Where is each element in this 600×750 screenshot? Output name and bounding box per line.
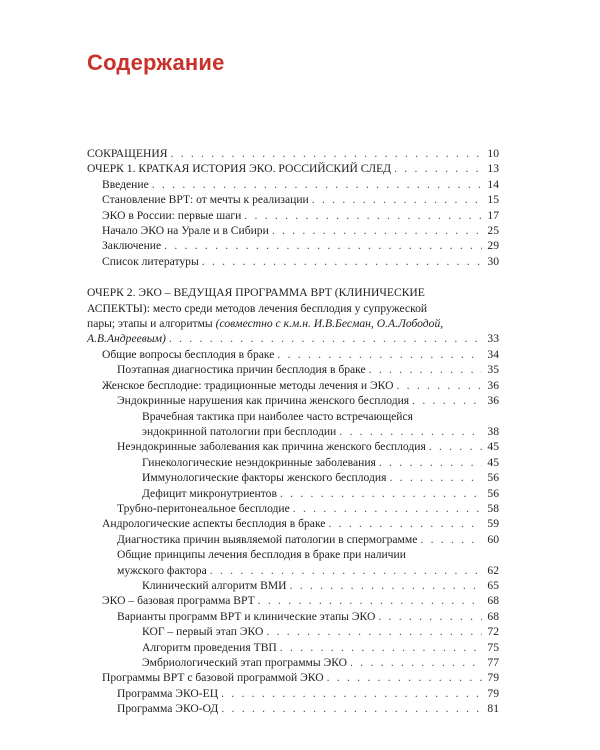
essay-2-line-2 [87, 301, 499, 316]
toc-entry[interactable] [0, 146, 499, 161]
dot-leader [280, 486, 482, 501]
toc-page-number: 68 [487, 594, 499, 608]
toc-page-number: 33 [487, 332, 499, 346]
toc-entry-title: Клинический алгоритм ВМИ [142, 578, 287, 592]
dot-leader [412, 393, 482, 408]
toc-entry-title: Гинекологические неэндокринные заболевания [142, 455, 376, 469]
toc-page-number: 72 [487, 625, 499, 639]
toc-page-number: 17 [487, 208, 499, 222]
dot-leader [202, 254, 482, 269]
dot-leader [378, 609, 482, 624]
dot-leader [258, 593, 482, 608]
toc-entry[interactable] [0, 177, 499, 192]
toc-entry[interactable] [0, 254, 499, 269]
toc-entry[interactable] [0, 161, 499, 176]
toc-entry-title: Начало ЭКО на Урале и в Сибири [102, 224, 269, 238]
toc-entry[interactable] [0, 670, 499, 685]
toc-entry-title: Эндокринные нарушения как причина женского бесплодия [117, 394, 410, 408]
toc-entry[interactable] [0, 409, 499, 424]
toc-entry-title: Общие вопросы бесплодия в браке [102, 347, 275, 361]
toc-entry[interactable] [0, 578, 499, 593]
dot-leader [293, 501, 482, 516]
toc-entry[interactable] [0, 192, 499, 207]
toc-entry-title: Варианты программ ВРТ и клинические этапы ЭКО [117, 609, 376, 623]
toc-page-number: 79 [487, 686, 499, 700]
toc-entry[interactable] [0, 439, 499, 454]
toc-page-number: 58 [487, 501, 499, 515]
dot-leader [170, 146, 482, 161]
toc-entry-title: Программа ЭКО-ОД [117, 702, 219, 716]
dot-leader [429, 439, 482, 454]
dot-leader [169, 331, 482, 346]
toc-entry[interactable] [0, 563, 499, 578]
dot-leader [394, 161, 482, 176]
toc-entry-title: СОКРАЩЕНИЯ [87, 147, 168, 160]
dot-leader [369, 362, 482, 377]
toc-section-1 [0, 146, 600, 269]
toc-page-number: 45 [487, 455, 499, 469]
dot-leader [221, 701, 482, 716]
toc-entry[interactable] [0, 593, 499, 608]
toc-entry[interactable] [0, 655, 499, 670]
toc-entry[interactable] [0, 516, 499, 531]
toc-entry-title: Поэтапная диагностика причин бесплодия в браке [117, 363, 366, 377]
dot-leader [244, 208, 482, 223]
dot-leader [339, 424, 482, 439]
essay-2-line-2-caps: АСПЕКТЫ) [87, 301, 147, 315]
toc-entry[interactable] [0, 640, 499, 655]
toc-entry-title: ЭКО в России: первые шаги [102, 208, 242, 222]
toc-page-number: 62 [487, 563, 499, 577]
toc-entry[interactable] [0, 223, 499, 238]
essay-2-line-2-rest: : место среди методов лечения бесплодия у супружеской [146, 301, 428, 315]
dot-leader [350, 655, 482, 670]
toc-page-number: 68 [487, 609, 499, 623]
dot-leader [280, 640, 482, 655]
dot-leader [164, 238, 482, 253]
toc-entry-title: Андрологические аспекты бесплодия в браке [102, 517, 326, 531]
toc-page-number: 79 [487, 671, 499, 685]
toc-page-number: 60 [487, 532, 499, 546]
toc-section-2 [0, 347, 600, 717]
dot-leader [277, 347, 482, 362]
toc-entry-title: Заключение [102, 239, 162, 253]
toc-entry[interactable] [0, 378, 499, 393]
toc-page-number: 15 [487, 193, 499, 207]
essay-2-line-3-italic: (совместно с к.м.н. И.В.Бесман, О.А.Лободой, [215, 317, 444, 331]
toc-entry[interactable] [0, 238, 499, 253]
toc-page-number: 30 [487, 254, 499, 268]
toc-page-number: 13 [487, 162, 499, 176]
toc-entry-title: Программы ВРТ с базовой программой ЭКО [102, 671, 324, 685]
dot-leader [221, 686, 482, 701]
toc-essay-2-heading[interactable] [0, 285, 499, 347]
toc-entry-title: Диагностика причин выявляемой патологии в спермограмме [117, 532, 418, 546]
toc-entry-title: Неэндокринные заболевания как причина женского бесплодия [117, 440, 426, 454]
toc-entry-title: ОЧЕРК 1. КРАТКАЯ ИСТОРИЯ ЭКО. РОССИЙСКИЙ СЛЕД [87, 162, 392, 176]
dot-leader [389, 470, 482, 485]
toc-page-number: 35 [487, 363, 499, 377]
toc-entry-title: Становление ВРТ: от мечты к реализации [102, 193, 309, 207]
dot-leader [290, 578, 483, 593]
toc-entry[interactable] [0, 609, 499, 624]
dot-leader [327, 670, 482, 685]
toc-page-number: 10 [487, 147, 499, 160]
dot-leader [379, 455, 482, 470]
essay-2-line-4-italic: А.В.Андреевым) [87, 332, 166, 346]
toc-page-number: 77 [487, 656, 499, 669]
toc-entry-title: Введение [102, 177, 149, 191]
toc-page-number: 81 [487, 702, 499, 716]
toc-entry[interactable] [0, 424, 499, 439]
essay-2-line-4 [87, 331, 499, 346]
toc-entry[interactable] [0, 501, 499, 516]
essay-2-line-3 [87, 316, 499, 331]
dot-leader [328, 516, 482, 531]
toc-page-number: 75 [487, 640, 499, 654]
dot-leader [312, 192, 482, 207]
essay-2-line-1: ОЧЕРК 2. ЭКО – ВЕДУЩАЯ ПРОГРАММА ВРТ (КЛИНИЧЕСКИЕ [87, 286, 425, 300]
toc-entry[interactable] [0, 701, 499, 716]
toc-entry-title: Женское бесплодие: традиционные методы лечения и ЭКО [102, 378, 394, 392]
toc-entry-title: ЭКО – базовая программа ВРТ [102, 594, 255, 608]
dot-leader [266, 624, 482, 639]
toc-entry-title: Врачебная тактика при наиболее часто встречающейся [142, 409, 413, 423]
toc-entry[interactable] [0, 208, 499, 223]
toc-entry-title: КОГ – первый этап ЭКО [142, 625, 264, 639]
toc-page-number: 59 [487, 517, 499, 531]
toc-entry-title: Общие принципы лечения бесплодия в браке при наличии [117, 548, 406, 562]
essay-2-line-3-plain: пары; этапы и алгоритмы [87, 317, 216, 331]
toc-entry-title: эндокринной патологии при бесплодии [142, 424, 337, 438]
toc-page-number: 38 [487, 424, 499, 438]
page-title: Содержание [87, 50, 225, 75]
toc-page-number: 65 [487, 578, 499, 592]
toc-entry[interactable] [0, 547, 499, 562]
toc-entry-title: Эмбриологический этап программы ЭКО [142, 656, 348, 669]
toc-page-number: 36 [487, 378, 499, 392]
toc-entry-title: мужского фактора [117, 563, 207, 577]
toc-page-number: 25 [487, 224, 499, 238]
toc-entry[interactable] [0, 532, 499, 547]
toc-entry-title: Дефицит микронутриентов [142, 486, 277, 500]
dot-leader [396, 378, 482, 393]
toc-entry[interactable] [0, 393, 499, 408]
toc-entry[interactable] [0, 624, 499, 639]
dot-leader [272, 223, 482, 238]
toc-entry-title: Трубно-перитонеальное бесплодие [117, 501, 290, 515]
toc-page-number: 29 [487, 239, 499, 253]
toc-page-number: 56 [487, 486, 499, 500]
toc-entry[interactable] [0, 362, 499, 377]
dot-leader [420, 532, 482, 547]
dot-leader [210, 563, 482, 578]
toc-entry[interactable] [0, 455, 499, 470]
toc-entry-title: Алгоритм проведения ТВП [142, 640, 277, 654]
toc-entry[interactable] [0, 486, 499, 501]
dot-leader [152, 177, 482, 192]
toc-entry-title: Иммунологические факторы женского бесплодия [142, 471, 387, 485]
toc-page-number: 14 [487, 177, 499, 191]
toc-page-number: 56 [487, 471, 499, 485]
toc-page-number: 34 [487, 347, 499, 361]
toc-page-number: 36 [487, 394, 499, 408]
toc-entry[interactable] [0, 686, 499, 701]
toc-page-number: 45 [487, 440, 499, 454]
toc-entry-title: Программа ЭКО-ЕЦ [117, 686, 219, 700]
table-of-contents [0, 146, 600, 717]
toc-entry-title: Список литературы [102, 254, 199, 268]
toc-entry[interactable] [0, 470, 499, 485]
toc-entry[interactable] [0, 347, 499, 362]
